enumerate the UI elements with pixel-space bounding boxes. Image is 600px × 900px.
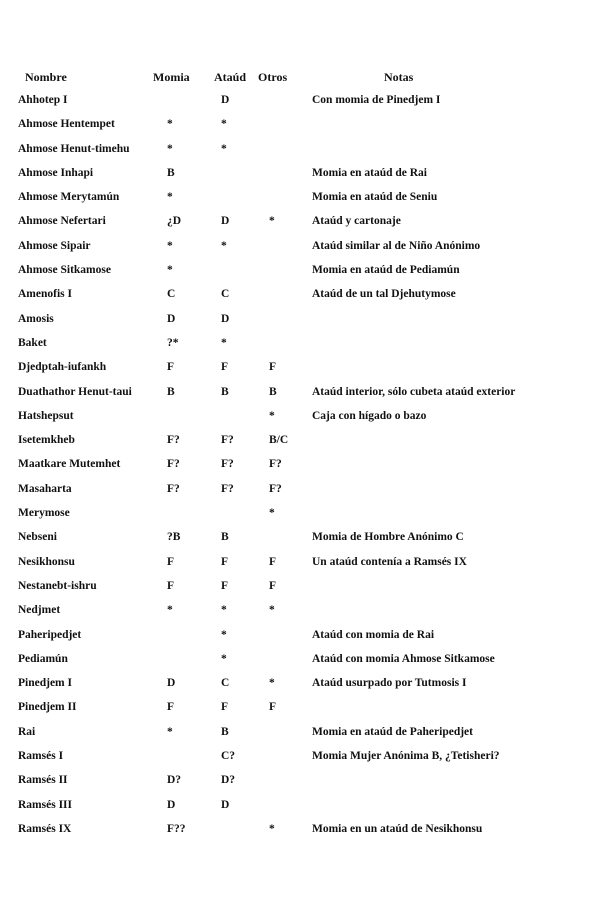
cell-ataud: F	[221, 555, 229, 568]
cell-otros: F	[269, 579, 277, 592]
cell-otros: *	[269, 507, 275, 520]
cell-nombre: Amosis	[18, 312, 54, 325]
cell-otros: F	[269, 701, 277, 714]
cell-nombre: Ramsés IX	[18, 822, 72, 835]
table-row	[0, 675, 600, 699]
cell-nombre: Isetemkheb	[18, 434, 75, 447]
table-row	[0, 165, 600, 189]
cell-ataud: F?	[221, 458, 234, 471]
cell-ataud: B	[221, 385, 229, 398]
table-row	[0, 359, 600, 383]
table-row	[0, 116, 600, 140]
cell-momia: D	[167, 798, 176, 811]
cell-momia: D	[167, 677, 176, 690]
cell-nombre: Maatkare Mutemhet	[18, 458, 121, 471]
cell-ataud: *	[221, 142, 227, 155]
cell-ataud: B	[221, 725, 229, 738]
cell-otros: *	[269, 677, 275, 690]
table-row	[0, 821, 600, 845]
header-nombre: Nombre	[25, 70, 67, 84]
cell-momia: *	[167, 191, 173, 204]
cell-nombre: Masaharta	[18, 482, 72, 495]
table-header	[0, 70, 600, 86]
table-row	[0, 456, 600, 480]
table-body	[0, 92, 600, 845]
cell-nombre: Nebseni	[18, 531, 57, 544]
table-row	[0, 505, 600, 529]
cell-ataud: *	[221, 239, 227, 252]
cell-notas: Momia de Hombre Anónimo C	[312, 531, 464, 544]
cell-nombre: Nestanebt-ishru	[18, 579, 97, 592]
cell-otros: *	[269, 604, 275, 617]
cell-momia: *	[167, 239, 173, 252]
cell-momia: *	[167, 118, 173, 131]
table-row	[0, 602, 600, 626]
cell-nombre: Merymose	[18, 507, 70, 520]
cell-otros: B/C	[269, 434, 289, 447]
cell-notas: Momia en ataúd de Paheripedjet	[312, 725, 473, 738]
cell-notas: Ataúd con momia Ahmose Sitkamose	[312, 652, 495, 665]
table-row	[0, 335, 600, 359]
cell-notas: Con momia de Pinedjem I	[312, 94, 441, 106]
table-row	[0, 554, 600, 578]
cell-nombre: Ahmose Sitkamose	[18, 264, 111, 277]
cell-notas: Momia en ataúd de Seniu	[312, 191, 438, 204]
cell-notas: Ataúd con momia de Rai	[312, 628, 435, 641]
cell-otros: *	[269, 822, 275, 835]
cell-momia: C	[167, 288, 176, 301]
cell-ataud: F?	[221, 482, 234, 495]
table-row	[0, 311, 600, 335]
cell-nombre: Nesikhonsu	[18, 555, 75, 568]
cell-nombre: Ahmose Inhapi	[18, 166, 94, 179]
cell-momia: B	[167, 166, 175, 179]
cell-ataud: *	[221, 628, 227, 641]
cell-nombre: Ahhotep I	[18, 94, 68, 106]
cell-momia: *	[167, 142, 173, 155]
table-row	[0, 286, 600, 310]
cell-ataud: F?	[221, 434, 234, 447]
header-ataud: Ataúd	[214, 70, 247, 84]
cell-nombre: Ahmose Nefertari	[18, 215, 106, 228]
cell-notas: Momia en ataúd de Rai	[312, 166, 427, 179]
table-row	[0, 213, 600, 237]
cell-momia: F??	[167, 822, 186, 835]
table-row	[0, 189, 600, 213]
cell-nombre: Ahmose Hentempet	[18, 118, 115, 131]
cell-notas: Ataúd similar al de Niño Anónimo	[312, 239, 481, 252]
header-momia: Momia	[153, 70, 190, 84]
cell-ataud: *	[221, 336, 227, 349]
cell-notas: Un ataúd contenía a Ramsés IX	[312, 555, 467, 568]
cell-otros: F?	[269, 482, 282, 495]
cell-nombre: Ahmose Henut-timehu	[18, 142, 130, 155]
cell-otros: *	[269, 409, 275, 422]
cell-ataud: F	[221, 361, 229, 374]
cell-nombre: Amenofis I	[18, 288, 72, 301]
table-row	[0, 724, 600, 748]
cell-ataud: *	[221, 604, 227, 617]
cell-momia: F	[167, 701, 175, 714]
table-row	[0, 238, 600, 262]
cell-ataud: C	[221, 288, 230, 301]
cell-nombre: Ahmose Sipair	[18, 239, 91, 252]
table-row	[0, 699, 600, 723]
cell-ataud: *	[221, 118, 227, 131]
header-otros: Otros	[258, 70, 288, 84]
cell-momia: B	[167, 385, 175, 398]
cell-notas: Ataúd usurpado por Tutmosis I	[312, 677, 467, 690]
table-row	[0, 92, 600, 116]
cell-ataud: F	[221, 701, 229, 714]
cell-ataud: F	[221, 579, 229, 592]
cell-momia: F	[167, 361, 175, 374]
table-row	[0, 578, 600, 602]
cell-nombre: Djedptah-iufankh	[18, 361, 107, 374]
cell-momia: ?*	[167, 336, 179, 349]
table-row	[0, 141, 600, 165]
cell-otros: *	[269, 215, 275, 228]
table-row	[0, 384, 600, 408]
cell-nombre: Ramsés III	[18, 798, 72, 811]
cell-momia: F	[167, 555, 175, 568]
table-row	[0, 772, 600, 796]
cell-otros: F	[269, 555, 277, 568]
cell-ataud: C?	[221, 750, 236, 763]
cell-momia: *	[167, 604, 173, 617]
cell-notas: Ataúd de un tal Djehutymose	[312, 288, 456, 301]
table-row	[0, 627, 600, 651]
cell-nombre: Ramsés I	[18, 750, 64, 763]
cell-nombre: Nedjmet	[18, 604, 61, 617]
cell-nombre: Paheripedjet	[18, 628, 82, 641]
cell-ataud: D	[221, 215, 230, 228]
cell-nombre: Duathathor Henut-taui	[18, 385, 132, 398]
table-row	[0, 481, 600, 505]
cell-momia: D?	[167, 774, 182, 787]
cell-momia: F?	[167, 482, 180, 495]
cell-momia: *	[167, 264, 173, 277]
table-row	[0, 797, 600, 821]
cell-ataud: C	[221, 677, 230, 690]
cell-otros: F	[269, 361, 277, 374]
table-row	[0, 651, 600, 675]
cell-momia: F?	[167, 434, 180, 447]
cell-nombre: Ahmose Merytamún	[18, 191, 120, 204]
table-row	[0, 432, 600, 456]
cell-momia: ?B	[167, 531, 181, 544]
cell-notas: Ataúd y cartonaje	[312, 215, 401, 228]
cell-notas: Momia en ataúd de Pediamún	[312, 264, 460, 277]
cell-ataud: D?	[221, 774, 236, 787]
cell-nombre: Ramsés II	[18, 774, 68, 787]
cell-ataud: B	[221, 531, 229, 544]
cell-ataud: D	[221, 798, 230, 811]
cell-ataud: *	[221, 652, 227, 665]
table-row	[0, 748, 600, 772]
cell-momia: F?	[167, 458, 180, 471]
cell-nombre: Hatshepsut	[18, 409, 74, 422]
cell-notas: Momia Mujer Anónima B, ¿Tetisheri?	[312, 750, 500, 763]
cell-momia: *	[167, 725, 173, 738]
cell-notas: Caja con hígado o bazo	[312, 409, 427, 422]
table-row	[0, 262, 600, 286]
cell-ataud: D	[221, 94, 230, 106]
cell-nombre: Pediamún	[18, 652, 68, 665]
table-row	[0, 529, 600, 553]
cell-momia: D	[167, 312, 176, 325]
cell-nombre: Pinedjem II	[18, 701, 77, 714]
cell-otros: F?	[269, 458, 282, 471]
header-notas: Notas	[384, 70, 414, 84]
cell-nombre: Pinedjem I	[18, 677, 72, 690]
cell-nombre: Rai	[18, 725, 36, 738]
table-row	[0, 408, 600, 432]
cell-momia: ¿D	[167, 215, 182, 228]
cell-notas: Ataúd interior, sólo cubeta ataúd exterior	[312, 385, 516, 398]
cell-notas: Momia en un ataúd de Nesikhonsu	[312, 822, 483, 835]
cell-momia: F	[167, 579, 175, 592]
cell-otros: B	[269, 385, 277, 398]
cell-nombre: Baket	[18, 336, 47, 349]
cell-ataud: D	[221, 312, 230, 325]
